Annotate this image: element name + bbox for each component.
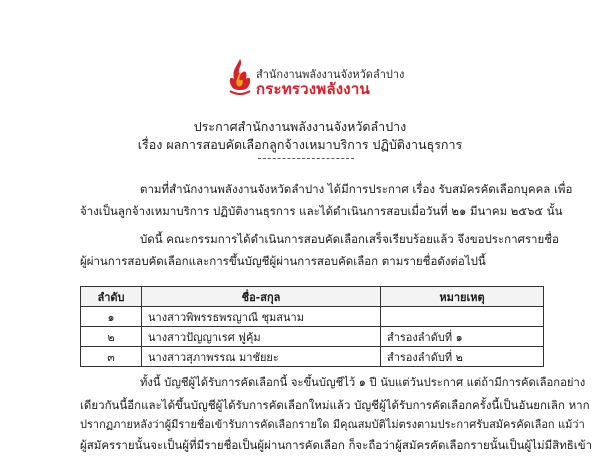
ministry-name: กระทรวงพลังงาน	[256, 80, 370, 98]
row-name: นางสาวพิพรรธพรญาณี ชุมสนาม	[142, 307, 381, 327]
table-row	[81, 307, 544, 327]
letterhead	[226, 57, 426, 99]
header-no: ลำดับ	[81, 287, 142, 307]
para2-line1: บัดนี้ คณะกรรมการได้ดำเนินการสอบคัดเลือกเสร็จเรียบร้อยแล้ว จึงขอประกาศรายชื่อ	[140, 232, 559, 246]
flame-emblem-icon	[226, 57, 254, 97]
row-no: ๒	[81, 327, 142, 347]
row-no: ๓	[81, 347, 142, 367]
announcement-title: ประกาศสำนักงานพลังงานจังหวัดลำปาง	[193, 119, 407, 134]
para2-line2: ผู้ผ่านการสอบคัดเลือกและการขึ้นบัญชีผู้ผ่านการสอบคัดเลือก ตามรายชื่อดังต่อไปนี้	[80, 254, 486, 268]
row-remark	[381, 307, 544, 327]
para3-line2: เดียวกันนี้อีกและได้ขึ้นบัญชีผู้ได้รับการคัดเลือกใหม่แล้ว บัญชีผู้ได้รับการคัดเลือกครั้งนี้เป็นอันยกเลิก หาก	[80, 398, 590, 412]
row-no: ๑	[81, 307, 142, 327]
row-remark: สำรองลำดับที่ ๒	[381, 347, 544, 367]
divider	[258, 158, 354, 159]
row-name: นางสาวสุภาพรรณ มาชัยยะ	[142, 347, 381, 367]
para1-line1: ตามที่สำนักงานพลังงานจังหวัดลำปาง ได้มีการประกาศ เรื่อง รับสมัครคัดเลือกบุคคล เพื่อ	[140, 182, 573, 196]
header-name: ชื่อ-สกุล	[142, 287, 381, 307]
table-row	[81, 327, 544, 347]
row-name: นางสาวปัญญาเรศ ฟูคุ้ม	[142, 327, 381, 347]
row-remark: สำรองลำดับที่ ๑	[381, 327, 544, 347]
header-remark: หมายเหตุ	[381, 287, 544, 307]
para1-line2: จ้างเป็นลูกจ้างเหมาบริการ ปฏิบัติงานธุรการ และได้ดำเนินการสอบเมื่อวันที่ ๒๑ มีนาคม ๒๕๖๕ นั้น	[80, 204, 563, 218]
para3-line4: ผู้สมัครรายนั้นจะเป็นผู้ที่มีรายชื่อเป็นผู้ผ่านการคัดเลือก ก็จะถือว่าผู้สมัครคัดเลือกรายนั้นเป็นผู้ไม่มีสิทธิเข้า	[80, 438, 593, 452]
announcement-subject: เรื่อง ผลการสอบคัดเลือกลูกจ้างเหมาบริการ ปฏิบัติงานธุรการ	[137, 137, 463, 152]
para3-line1: ทั้งนี้ บัญชีผู้ได้รับการคัดเลือกนี้ จะขึ้นบัญชีไว้ ๑ ปี นับแต่วันประกาศ แต่ถ้ามีการคัดเลือกอย่าง	[140, 376, 586, 389]
results-table	[80, 286, 544, 367]
office-name: สำนักงานพลังงานจังหวัดลำปาง	[256, 68, 405, 81]
table-header-row	[81, 287, 544, 307]
table-row	[81, 347, 544, 367]
para3-line3: ปรากฏภายหลังว่าผู้มีรายชื่อเข้ารับการคัดเลือกรายใด มีคุณสมบัติไม่ตรงตามประกาศรับสมัครคัดเลือก แม้ว่า	[80, 418, 585, 431]
